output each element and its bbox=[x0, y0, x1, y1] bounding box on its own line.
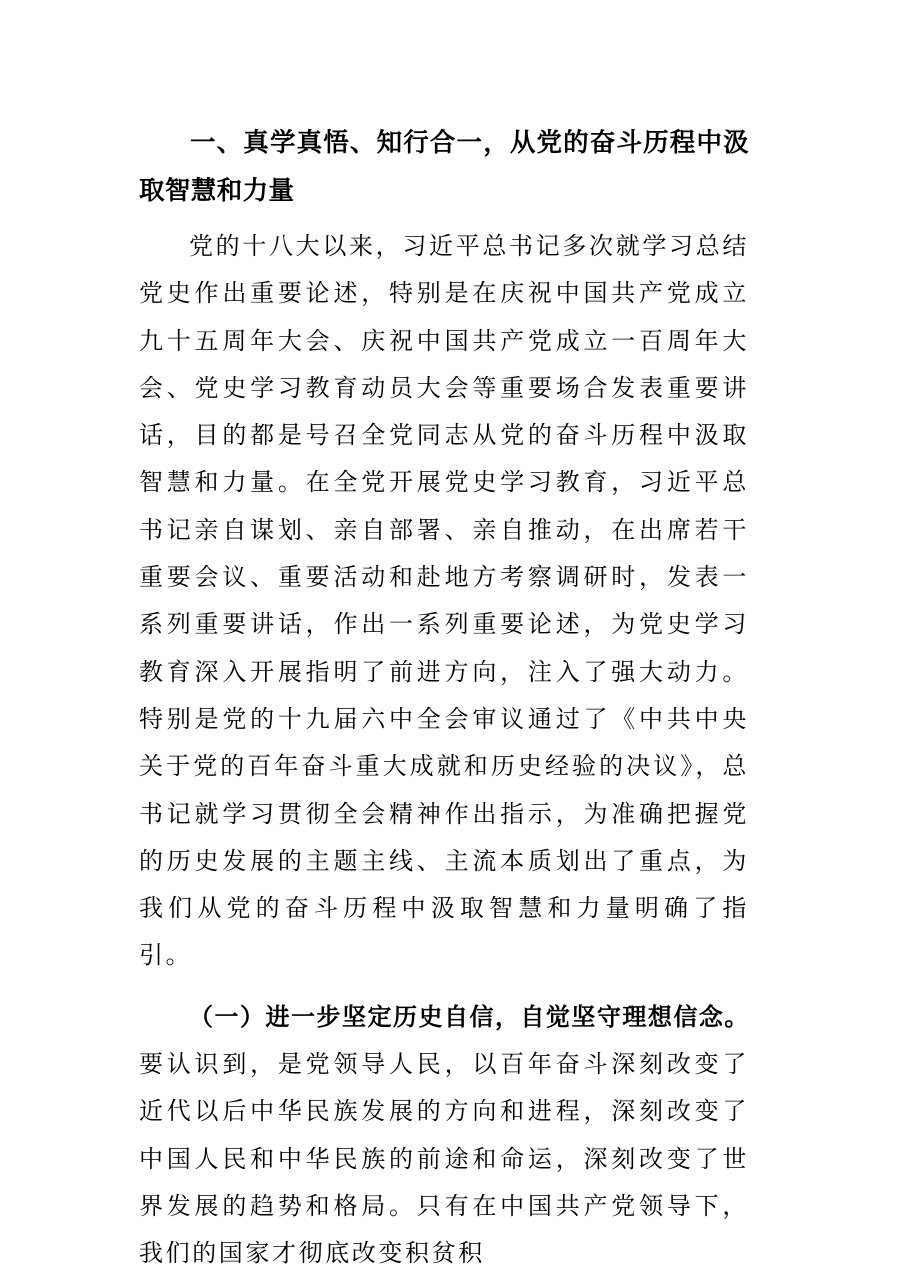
subsection-heading: （一）进一步坚定历史自信，自觉坚守理想信念。 bbox=[189, 1002, 749, 1031]
subsection-body-text: 要认识到，是党领导人民，以百年奋斗深刻改变了近代以后中华民族发展的方向和进程，深刻改变了中国人民和中华民族的前途和命运，深刻改变了世界发展的趋势和格局。只有在中国共产党领导下，我们的国家才彻底改变积贫积 bbox=[139, 1050, 749, 1268]
subsection-paragraph bbox=[139, 994, 749, 1278]
section-heading: 一、真学真悟、知行合一，从党的奋斗历程中汲取智慧和力量 bbox=[139, 128, 749, 206]
document-body bbox=[139, 119, 749, 1278]
body-paragraph: 党的十八大以来，习近平总书记多次就学习总结党史作出重要论述，特别是在庆祝中国共产党成立九十五周年大会、庆祝中国共产党成立一百周年大会、党史学习教育动员大会等重要场合发表重要讲话，目的都是号召全党同志从党的奋斗历程中汲取智慧和力量。在全党开展党史学习教育，习近平总书记亲自谋划、亲自部署、亲自推动，在出席若干重要会议、重要活动和赴地方考察调研时，发表一系列重要讲话，作出一系列重要论述，为党史学习教育深入开展指明了前进方向，注入了强大动力。特别是党的十九届六中全会审议通过了《中共中央关于党的百年奋斗重大成就和历史经验的决议》，总书记就学习贯彻全会精神作出指示，为准确把握党的历史发展的主题主线、主流本质划出了重点，为我们从党的奋斗历程中汲取智慧和力量明确了指引。 bbox=[139, 232, 749, 970]
